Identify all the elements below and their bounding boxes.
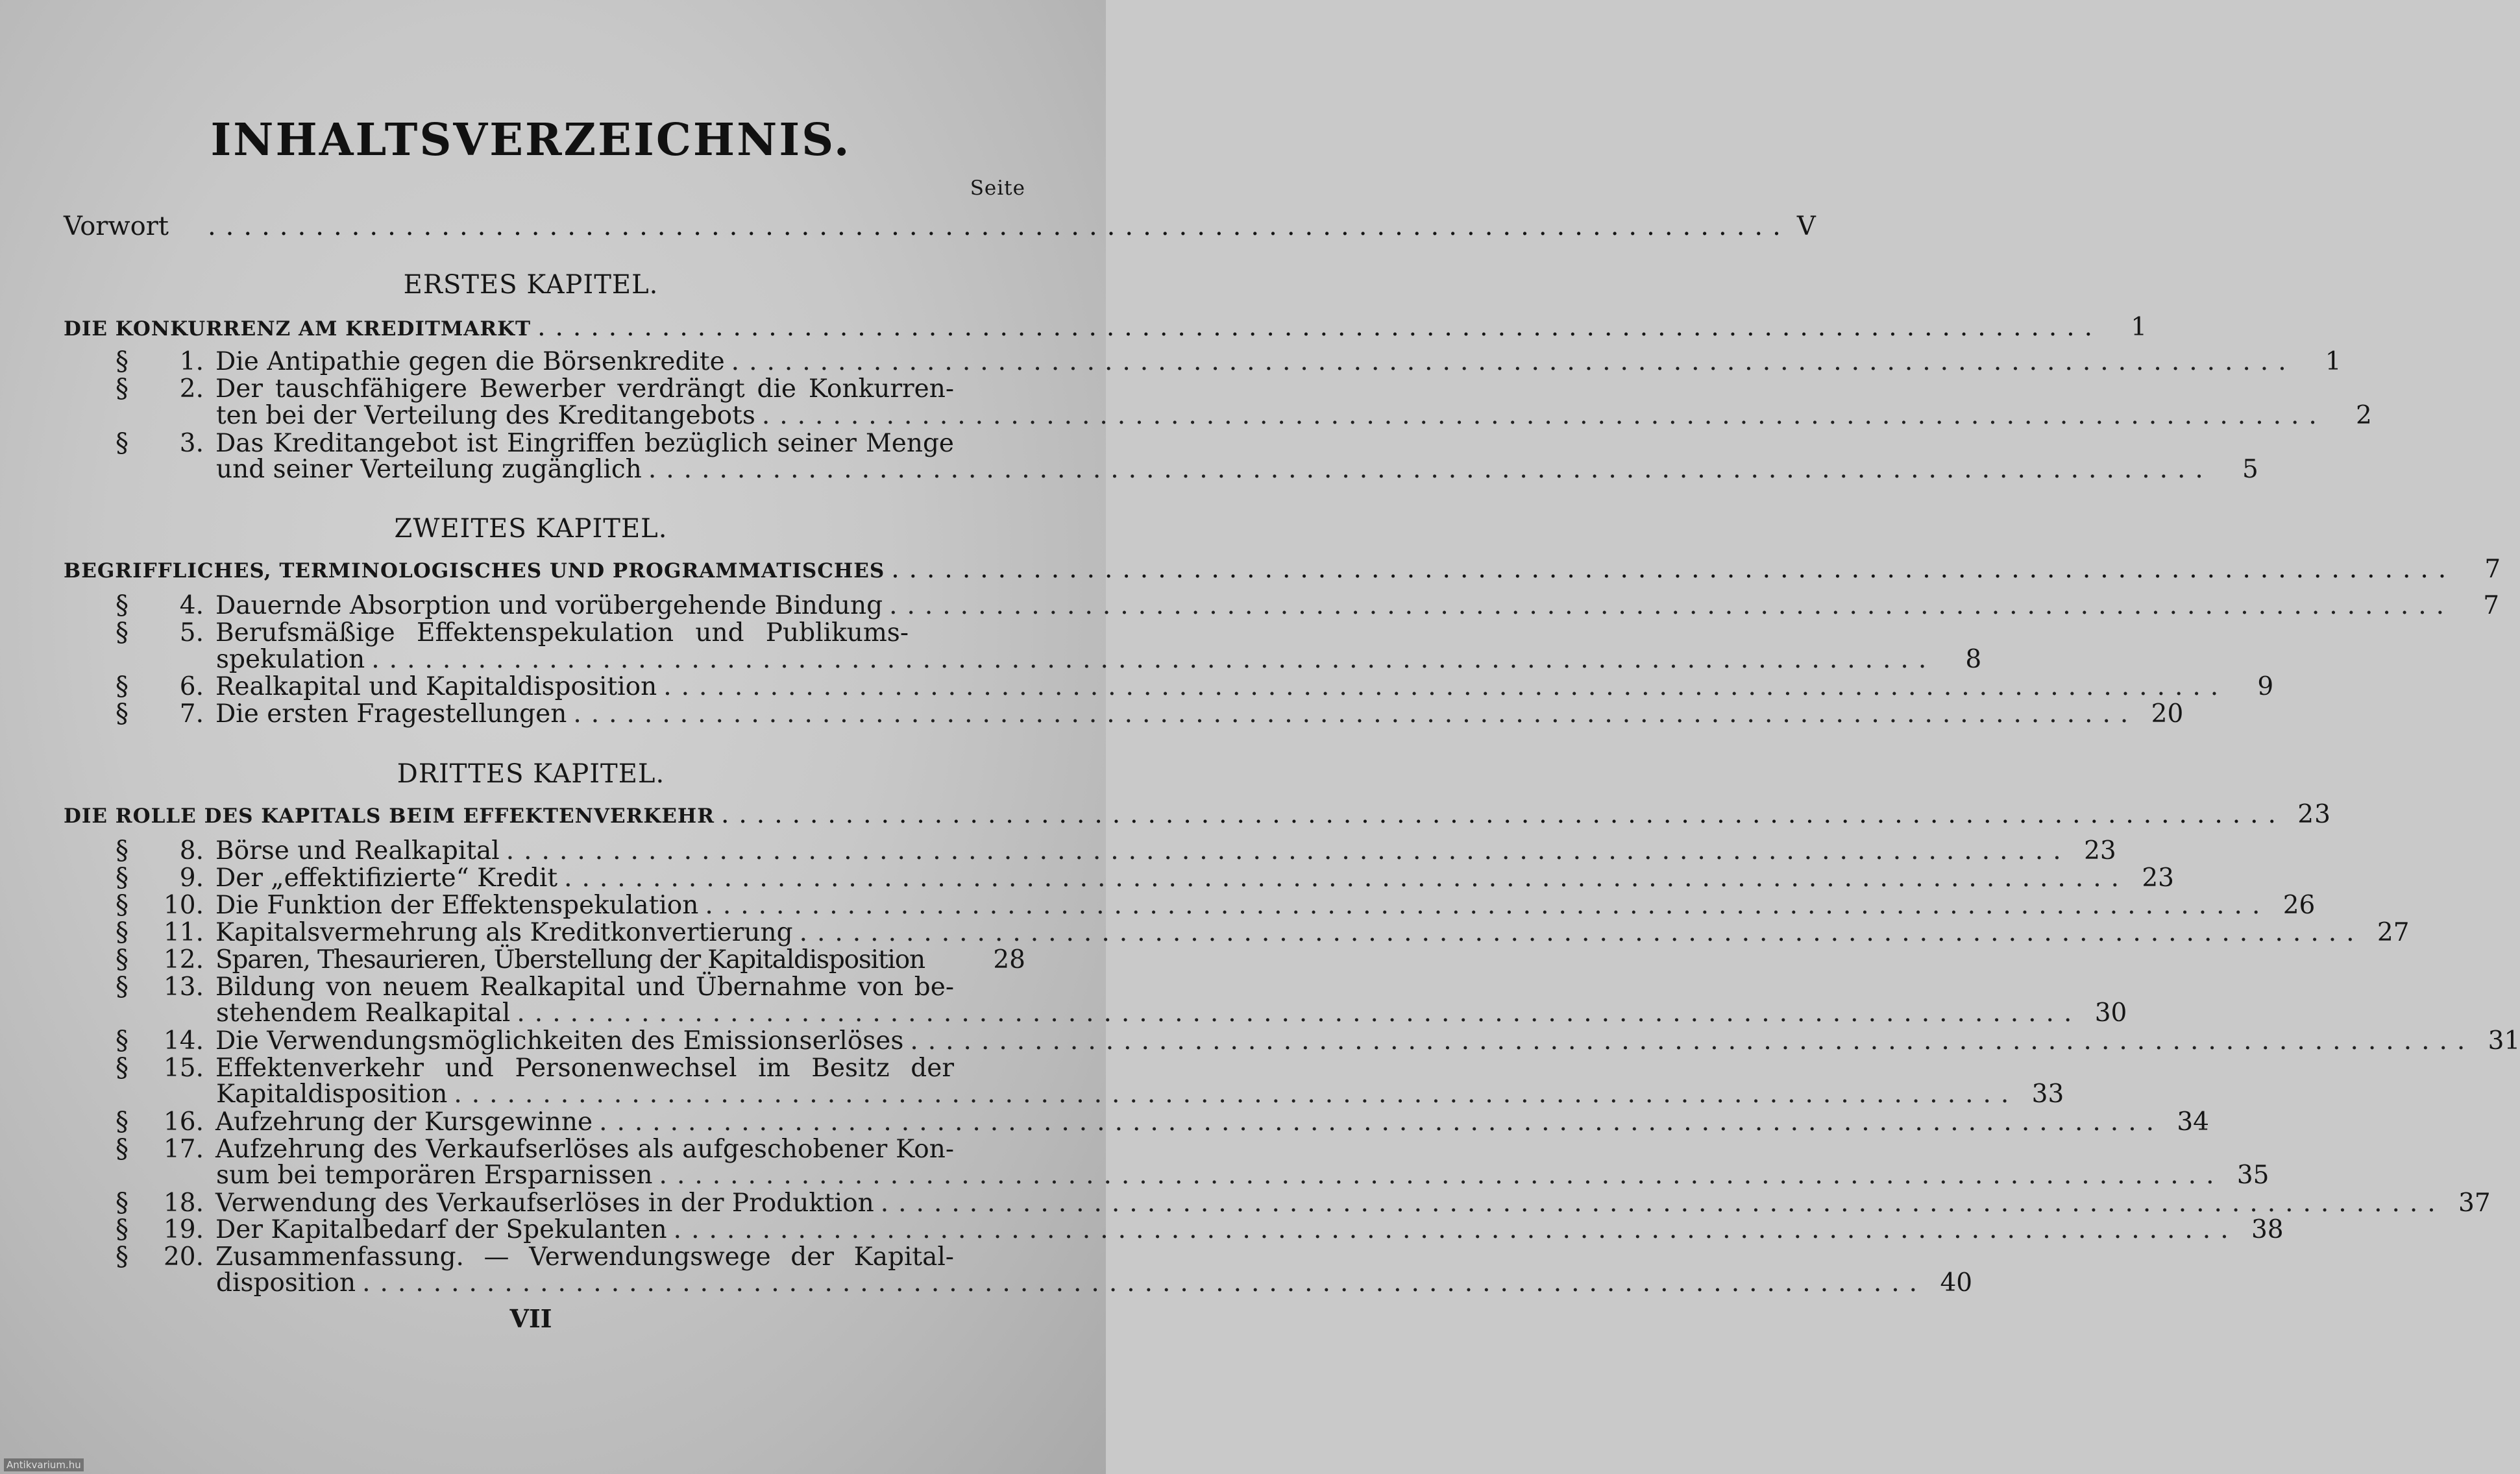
section-sign: §	[116, 1053, 128, 1083]
leader-dots: ........................................................................................	[673, 1215, 2238, 1244]
section-sign: §	[116, 374, 128, 404]
section-title: Die ersten Fragestellungen	[215, 699, 567, 729]
toc-entry-2	[64, 375, 998, 403]
section-sign: §	[116, 972, 128, 1002]
chapter-2-page: 7	[2484, 555, 2502, 584]
chapter-3-subtitle: DIE ROLLE DES KAPITALS BEIM EFFEKTENVERKEHR	[64, 804, 715, 828]
chapter-1-page: 1	[2131, 313, 2148, 342]
toc-entry-12	[64, 945, 1025, 974]
section-page: 26	[2282, 891, 2316, 920]
section-title-continued: sum bei temporären Ersparnissen	[216, 1161, 653, 1190]
section-page: 34	[2177, 1107, 2209, 1137]
section-page: 35	[2236, 1161, 2269, 1190]
section-title: Effektenverkehr und Personenwechsel im Besitz der	[215, 1054, 954, 1083]
toc-entry-10	[64, 890, 2316, 920]
section-page: 9	[2257, 672, 2274, 701]
section-sign: §	[116, 890, 128, 920]
section-sign: §	[116, 428, 128, 458]
toc-entry-7	[64, 699, 2184, 729]
section-title: Realkapital und Kapitaldisposition	[215, 672, 657, 701]
section-number: 8.	[179, 836, 204, 865]
section-title: Der tauschfähigere Bewerber verdrängt die Konkurren-	[215, 374, 954, 404]
toc-entry-14	[64, 1026, 2520, 1056]
toc-entry-13	[64, 973, 998, 1001]
section-title-continued: und seiner Verteilung zugänglich	[216, 455, 642, 484]
section-number: 16.	[163, 1107, 204, 1137]
toc-entry-16	[64, 1107, 2209, 1137]
section-title: Verwendung des Verkaufserlöses in der Produktion	[215, 1189, 874, 1218]
section-page: 31	[2488, 1026, 2520, 1056]
toc-entry-11	[64, 917, 2410, 947]
chapter-2-subtitle: BEGRIFFLICHES, TERMINOLOGISCHES UND PROGRAMMATISCHES	[64, 559, 885, 583]
section-sign: §	[116, 1214, 128, 1244]
section-sign: §	[116, 1188, 128, 1218]
vorwort-entry	[64, 211, 1816, 241]
section-title-continued: stehendem Realkapital	[216, 998, 511, 1028]
section-title: Das Kreditangebot ist Eingriffen bezüglich seiner Menge	[215, 429, 954, 458]
section-title-continued: spekulation	[216, 645, 365, 674]
section-number: 17.	[163, 1135, 204, 1164]
toc-entry-15	[64, 1054, 998, 1082]
section-number: 14.	[163, 1026, 204, 1056]
section-sign: §	[116, 945, 128, 974]
section-sign: §	[116, 346, 128, 376]
section-number: 6.	[179, 672, 204, 701]
leader-dots: ........................................................................................	[721, 800, 2286, 829]
section-number: 18.	[163, 1189, 204, 1218]
watermark: Antikvarium.hu	[4, 1458, 84, 1471]
section-sign: §	[116, 1134, 128, 1164]
section-page: 7	[2483, 591, 2500, 620]
leader-dots: ........................................................................................	[659, 1161, 2224, 1190]
section-title: Der „effektifizierte“ Kredit	[215, 864, 558, 893]
section-number: 13.	[163, 973, 204, 1002]
section-title-continued: Kapitaldisposition	[216, 1080, 448, 1109]
section-sign: §	[116, 590, 128, 620]
toc-entry-1	[64, 346, 2342, 376]
chapter-1-heading: ERSTES KAPITEL.	[403, 270, 659, 300]
chapter-3-heading: DRITTES KAPITEL.	[397, 759, 665, 789]
chapter-3-subtitle-row	[64, 800, 2331, 829]
section-title: Börse und Realkapital	[215, 836, 500, 865]
leader-dots: ........................................................................................	[573, 699, 2138, 729]
toc-entry-9	[64, 863, 2174, 893]
section-title: Sparen, Thesaurieren, Überstellung der Kapitaldisposition	[215, 945, 925, 974]
section-title: Berufsmäßige Effektenspekulation und Publikums-	[215, 618, 909, 647]
section-sign: §	[116, 836, 128, 865]
toc-entry-3	[64, 429, 998, 457]
leader-dots: ........................................................................................	[910, 1026, 2475, 1056]
section-sign: §	[116, 618, 128, 647]
section-page: 37	[2458, 1189, 2491, 1218]
leader-dots: ........................................................................................	[731, 347, 2296, 376]
section-page: 27	[2377, 918, 2410, 947]
section-page: 1	[2325, 347, 2342, 376]
vorwort-page: V	[1796, 211, 1816, 241]
chapter-2-heading: ZWEITES KAPITEL.	[394, 514, 668, 544]
toc-entry-20	[64, 1243, 998, 1271]
section-title: Zusammenfassung. — Verwendungswege der Kapital-	[215, 1242, 954, 1272]
leader-dots: ........................................................................................	[517, 998, 2082, 1028]
section-title: Aufzehrung des Verkaufserlöses als aufgeschobener Kon-	[215, 1135, 954, 1164]
toc-entry-15-continued	[64, 1080, 2064, 1109]
leader-dots: ........................................................................................	[889, 591, 2454, 620]
leader-dots: ........................................................................................	[799, 918, 2364, 947]
section-number: 10.	[163, 891, 204, 920]
leader-dots: ........................................................................................	[663, 672, 2229, 701]
leader-dots: ........................................................................................	[506, 836, 2071, 865]
leader-dots: ........................................................................................	[705, 891, 2270, 920]
chapter-2-subtitle-row	[64, 555, 2502, 584]
leader-dots: ........................................................................................	[648, 455, 2213, 484]
section-sign: §	[116, 671, 128, 701]
leader-dots: ........................................................................................	[761, 401, 2327, 430]
section-title: Die Funktion der Effektenspekulation	[215, 891, 699, 920]
section-page: 40	[1940, 1268, 1973, 1298]
section-title: Dauernde Absorption und vorübergehende Bindung	[215, 591, 883, 620]
section-page: 23	[2142, 864, 2174, 893]
section-title: Aufzehrung der Kursgewinne	[215, 1107, 593, 1137]
section-sign: §	[116, 863, 128, 893]
section-number: 7.	[179, 699, 204, 729]
section-number: 20.	[163, 1242, 204, 1272]
leader-dots: ........................................................................................	[362, 1268, 1927, 1298]
toc-entry-19	[64, 1214, 2284, 1244]
section-number: 12.	[163, 945, 204, 974]
section-sign: §	[116, 1026, 128, 1056]
leader-dots: ........................................................................................	[207, 211, 1791, 241]
section-page: 5	[2242, 455, 2258, 484]
vorwort-label: Vorwort	[64, 211, 169, 241]
leader-dots: ........................................................................................	[564, 864, 2129, 893]
section-title-continued: ten bei der Verteilung des Kreditangebots	[216, 401, 755, 430]
leader-dots: ........................................................................................	[599, 1107, 2164, 1137]
section-page: 28	[993, 945, 1025, 974]
section-number: 11.	[163, 918, 204, 947]
toc-entry-20-continued	[64, 1268, 1973, 1298]
toc-entry-5-continued	[64, 645, 1982, 674]
section-page: 23	[2084, 836, 2116, 865]
leader-dots: ........................................................................................	[537, 313, 2103, 342]
toc-entry-17-continued	[64, 1161, 2269, 1190]
section-number: 5.	[179, 618, 204, 647]
section-title: Die Verwendungsmöglichkeiten des Emissionserlöses	[215, 1026, 904, 1056]
section-number: 4.	[179, 591, 204, 620]
section-title: Bildung von neuem Realkapital und Übernahme von be-	[215, 973, 954, 1002]
leader-dots: ........................................................................................	[880, 1189, 2445, 1218]
leader-dots: ........................................................................................	[371, 645, 1937, 674]
section-number: 3.	[179, 429, 204, 458]
chapter-1-subtitle-row	[64, 313, 2148, 342]
toc-entry-13-continued	[64, 998, 2127, 1028]
section-page: 38	[2251, 1215, 2284, 1244]
page-title: INHALTSVERZEICHNIS.	[210, 114, 851, 166]
section-title: Kapitalsvermehrung als Kreditkonvertierung	[215, 918, 793, 947]
section-page: 2	[2355, 401, 2372, 430]
section-title: Die Antipathie gegen die Börsenkredite	[215, 347, 725, 376]
chapter-1-subtitle: DIE KONKURRENZ AM KREDITMARKT	[64, 317, 532, 341]
section-page: 30	[2094, 998, 2127, 1028]
page-folio: VII	[509, 1304, 552, 1333]
toc-entry-17	[64, 1135, 998, 1163]
section-page: 33	[2031, 1080, 2064, 1109]
toc-entry-8	[64, 836, 2116, 865]
section-number: 15.	[163, 1054, 204, 1083]
section-sign: §	[116, 917, 128, 947]
section-sign: §	[116, 1107, 128, 1137]
leader-dots: ........................................................................................	[454, 1080, 2019, 1109]
toc-entry-5	[64, 619, 998, 647]
section-title-continued: disposition	[216, 1268, 356, 1298]
toc-entry-6	[64, 671, 2274, 701]
section-number: 19.	[163, 1215, 204, 1244]
section-number: 2.	[179, 374, 204, 404]
toc-entry-3-continued	[64, 455, 2258, 484]
chapter-3-page: 23	[2297, 800, 2331, 829]
toc-entry-4	[64, 590, 2500, 620]
toc-entry-2-continued	[64, 401, 2372, 430]
section-sign: §	[116, 699, 128, 729]
section-title: Der Kapitalbedarf der Spekulanten	[215, 1215, 667, 1244]
section-number: 9.	[179, 864, 204, 893]
toc-entry-18	[64, 1188, 2491, 1218]
section-number: 1.	[179, 347, 204, 376]
leader-dots: ........................................................................................	[891, 555, 2456, 584]
section-page: 8	[1965, 645, 1982, 674]
seite-column-label: Seite	[970, 176, 1025, 200]
section-sign: §	[116, 1242, 128, 1272]
section-page: 20	[2151, 699, 2184, 729]
